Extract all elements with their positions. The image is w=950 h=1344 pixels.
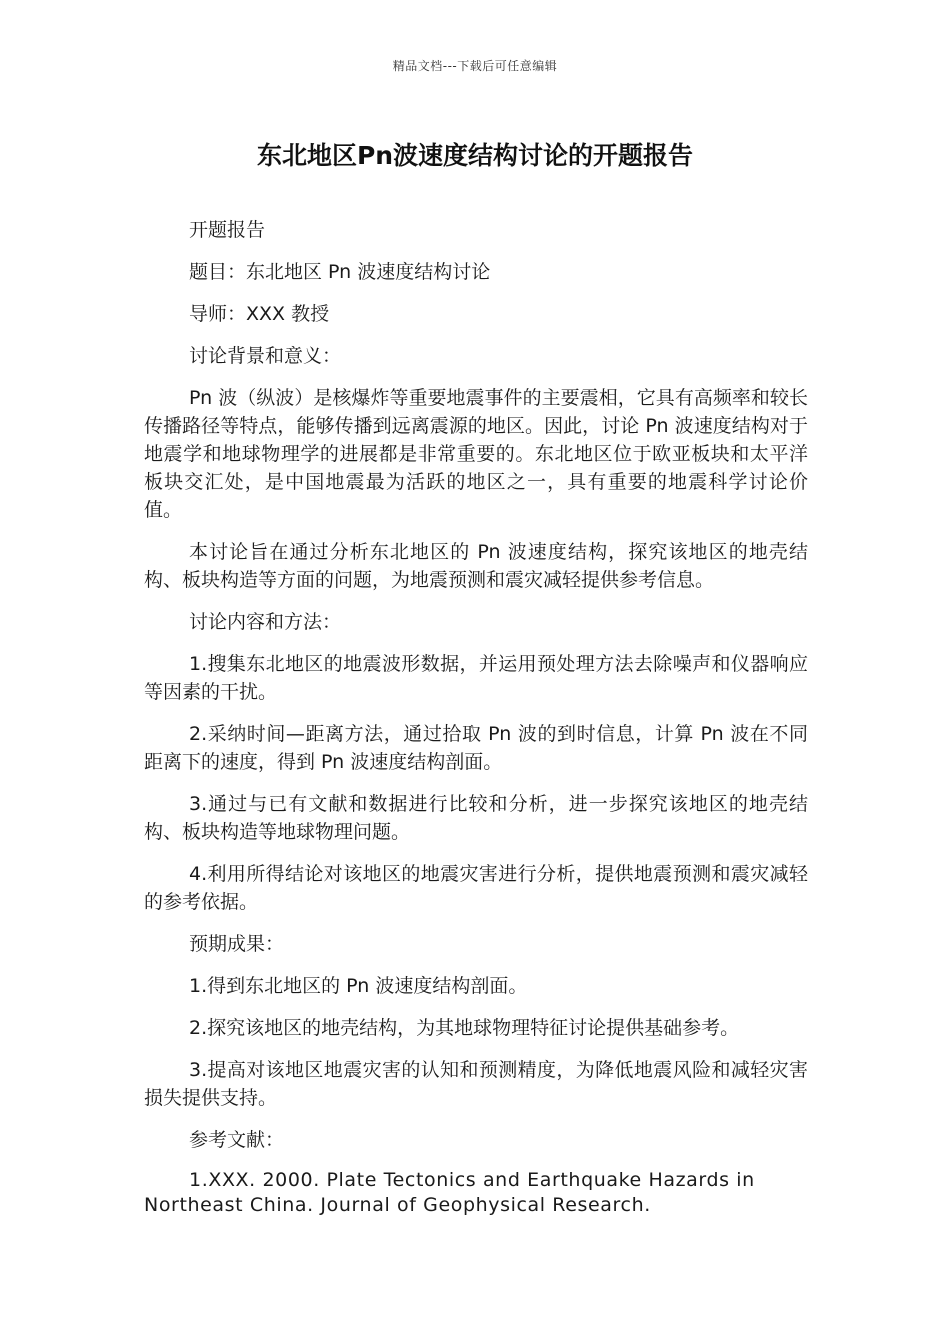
reference-item-1: 1.XXX. 2000. Plate Tectonics and Earthquake Hazards in Northeast China. Journal of Geophysical Research. <box>144 1169 755 1216</box>
method-item-4: 4.利用所得结论对该地区的地震灾害进行分析，提供地震预测和震灾减轻的参考依据。 <box>144 863 808 913</box>
header-note: 精品文档---下载后可任意编辑 <box>392 59 558 73</box>
section-heading-references: 参考文献： <box>189 1129 285 1151</box>
document-body <box>144 216 808 1232</box>
outcome-item-3: 3.提高对该地区地震灾害的认知和预测精度，为降低地震风险和减轻灾害损失提供支持。 <box>144 1059 808 1109</box>
method-item-2: 2.采纳时间—距离方法，通过拾取 Pn 波的到时信息，计算 Pn 波在不同距离下的速度，得到 Pn 波速度结构剖面。 <box>144 723 808 773</box>
section-heading-background: 讨论背景和意义： <box>189 345 342 367</box>
outcome-item-2: 2.探究该地区的地壳结构，为其地球物理特征讨论提供基础参考。 <box>189 1017 740 1039</box>
outcome-item-1: 1.得到东北地区的 Pn 波速度结构剖面。 <box>189 975 528 997</box>
section-label-report: 开题报告 <box>189 219 266 241</box>
method-item-1: 1.搜集东北地区的地震波形数据，并运用预处理方法去除噪声和仪器响应等因素的干扰。 <box>144 653 808 703</box>
document-title: 东北地区Pn波速度结构讨论的开题报告 <box>256 141 694 170</box>
section-heading-methods: 讨论内容和方法： <box>189 611 342 633</box>
advisor-line: 导师：XXX 教授 <box>189 303 330 325</box>
method-item-3: 3.通过与已有文献和数据进行比较和分析，进一步探究该地区的地壳结构、板块构造等地球物理问题。 <box>144 793 808 843</box>
section-heading-outcomes: 预期成果： <box>189 933 285 955</box>
topic-line: 题目：东北地区 Pn 波速度结构讨论 <box>189 261 491 283</box>
background-paragraph-2: 本讨论旨在通过分析东北地区的 Pn 波速度结构，探究该地区的地壳结构、板块构造等方面的问题，为地震预测和震灾减轻提供参考信息。 <box>144 541 808 591</box>
background-paragraph-1: Pn 波（纵波）是核爆炸等重要地震事件的主要震相，它具有高频率和较长传播路径等特点，能够传播到远离震源的地区。因此，讨论 Pn 波速度结构对于地震学和地球物理学的进展都是非常重要的。东北地区位于欧亚板块和太平洋板块交汇处，是中国地震最为活跃的地区之一，具有重要的地震科学讨论价值。 <box>144 387 808 521</box>
